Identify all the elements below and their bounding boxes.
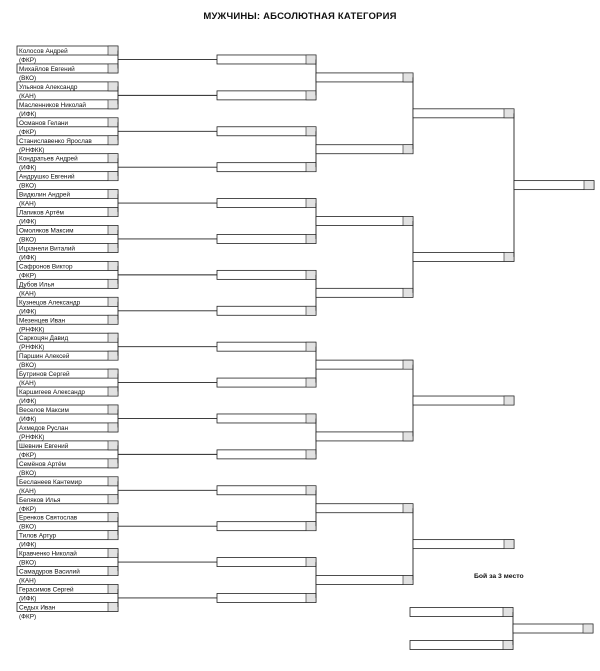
competitor-name: Еренков Святослав bbox=[19, 514, 78, 522]
competitor-club: (КАН) bbox=[19, 487, 36, 495]
third-place-winner-slot bbox=[513, 624, 593, 633]
competitor-club: (ФКР) bbox=[19, 613, 37, 621]
competitor-club: (ИФК) bbox=[19, 541, 37, 549]
competitor-box-score bbox=[108, 477, 118, 486]
round3-slot-score bbox=[403, 73, 413, 82]
third-place-winner-slot-score bbox=[583, 624, 593, 633]
round2-slot-score bbox=[306, 378, 316, 387]
round2-slot-score bbox=[306, 593, 316, 602]
competitor-box-score bbox=[108, 190, 118, 199]
round3-slot bbox=[316, 360, 413, 369]
round3-slot-score bbox=[403, 504, 413, 513]
competitor-name: Бутринов Сергей bbox=[19, 371, 70, 379]
competitor-box-score bbox=[108, 351, 118, 360]
round2-slot-score bbox=[306, 522, 316, 531]
competitor-name: Кравченко Николай bbox=[19, 550, 77, 558]
semifinal-slot bbox=[413, 109, 514, 118]
third-place-label: Бой за 3 место bbox=[474, 573, 524, 580]
competitor-club: (ИФК) bbox=[19, 110, 37, 118]
round2-slot bbox=[217, 127, 316, 136]
competitor-name: Паршин Алексей bbox=[19, 353, 70, 361]
competitor-box-score bbox=[108, 82, 118, 91]
competitor-box-score bbox=[108, 243, 118, 252]
round3-slot-score bbox=[403, 288, 413, 297]
competitor-club: (КАН) bbox=[19, 92, 36, 100]
competitor-club: (ВКО) bbox=[19, 523, 37, 531]
semifinal-slot bbox=[413, 396, 514, 405]
round2-slot-score bbox=[306, 55, 316, 64]
round2-slot-score bbox=[306, 127, 316, 136]
semifinal-slot-score bbox=[504, 252, 514, 261]
round2-slot-score bbox=[306, 486, 316, 495]
competitor-club: (ВКО) bbox=[19, 236, 37, 244]
competitor-club: (ФКР) bbox=[19, 505, 37, 513]
competitor-box-score bbox=[108, 495, 118, 504]
competitor-name: Дубов Илья bbox=[19, 281, 55, 289]
competitor-box-score bbox=[108, 441, 118, 450]
competitor-box-score bbox=[108, 333, 118, 342]
round2-slot bbox=[217, 270, 316, 279]
competitor-box-score bbox=[108, 297, 118, 306]
competitor-box-score bbox=[108, 118, 118, 127]
round2-slot bbox=[217, 55, 316, 64]
round2-slot-score bbox=[306, 342, 316, 351]
round2-slot bbox=[217, 163, 316, 172]
competitor-box-score bbox=[108, 315, 118, 324]
competitor-name: Герасимов Сергей bbox=[19, 586, 74, 594]
competitor-club: (ИФК) bbox=[19, 164, 37, 172]
competitor-name: Кузнецов Александр bbox=[19, 299, 81, 307]
competitor-club: (РНФКК) bbox=[19, 433, 45, 441]
competitor-box-score bbox=[108, 279, 118, 288]
competitor-name: Самадуров Василий bbox=[19, 568, 80, 576]
round2-slot-score bbox=[306, 199, 316, 208]
competitor-club: (РНФКК) bbox=[19, 146, 45, 154]
round2-slot-score bbox=[306, 163, 316, 172]
competitor-box-score bbox=[108, 172, 118, 181]
competitor-box-score bbox=[108, 208, 118, 217]
round2-slot bbox=[217, 450, 316, 459]
competitor-club: (ФКР) bbox=[19, 272, 37, 280]
round2-slot bbox=[217, 378, 316, 387]
competitor-club: (ИФК) bbox=[19, 254, 37, 262]
round3-slot-score bbox=[403, 217, 413, 226]
round2-slot bbox=[217, 414, 316, 423]
round2-slot-score bbox=[306, 270, 316, 279]
competitor-name: Лапиков Артём bbox=[19, 209, 64, 217]
competitor-box-score bbox=[108, 567, 118, 576]
round2-slot bbox=[217, 522, 316, 531]
competitor-club: (ФКР) bbox=[19, 451, 37, 459]
competitor-name: Ахмедов Руслан bbox=[19, 424, 69, 432]
third-place-slot-score bbox=[503, 608, 513, 617]
competitor-box-score bbox=[108, 226, 118, 235]
competitor-box-score bbox=[108, 387, 118, 396]
competitor-name: Видюлин Андрей bbox=[19, 191, 71, 199]
competitor-box-score bbox=[108, 585, 118, 594]
page-title: МУЖЧИНЫ: АБСОЛЮТНАЯ КАТЕГОРИЯ bbox=[203, 11, 397, 22]
competitor-box-score bbox=[108, 100, 118, 109]
competitor-club: (ИФК) bbox=[19, 398, 37, 406]
round3-slot bbox=[316, 432, 413, 441]
competitor-box-score bbox=[108, 261, 118, 270]
competitor-club: (КАН) bbox=[19, 290, 36, 298]
competitor-box-score bbox=[108, 423, 118, 432]
round2-slot bbox=[217, 558, 316, 567]
competitor-club: (РНФКК) bbox=[19, 344, 45, 352]
round2-slot-score bbox=[306, 91, 316, 100]
round2-slot-score bbox=[306, 558, 316, 567]
competitor-box-score bbox=[108, 602, 118, 611]
competitor-club: (ИФК) bbox=[19, 218, 37, 226]
round2-slot bbox=[217, 234, 316, 243]
round2-slot bbox=[217, 342, 316, 351]
competitor-name: Османов Гелани bbox=[19, 119, 69, 127]
round2-slot-score bbox=[306, 450, 316, 459]
competitor-club: (ФКР) bbox=[19, 128, 37, 136]
round2-slot bbox=[217, 199, 316, 208]
competitor-name: Кондратьев Андрей bbox=[19, 155, 78, 163]
competitor-club: (ФКР) bbox=[19, 57, 37, 64]
competitor-name: Масленников Николай bbox=[19, 101, 86, 109]
round3-slot bbox=[316, 217, 413, 226]
competitor-club: (КАН) bbox=[19, 200, 36, 208]
competitor-name: Станиславенко Ярослав bbox=[19, 137, 92, 145]
semifinal-slot-score bbox=[504, 540, 514, 549]
third-place-slot-score bbox=[503, 641, 513, 650]
round3-slot-score bbox=[403, 145, 413, 154]
competitor-name: Саркоцян Давид bbox=[19, 335, 69, 343]
competitor-club: (КАН) bbox=[19, 380, 36, 388]
round2-slot bbox=[217, 486, 316, 495]
competitor-club: (ВКО) bbox=[19, 182, 37, 190]
round3-slot bbox=[316, 73, 413, 82]
competitor-name: Сафронов Виктор bbox=[19, 263, 73, 271]
competitor-box-score bbox=[108, 405, 118, 414]
competitor-box-score bbox=[108, 369, 118, 378]
competitor-box-score bbox=[108, 513, 118, 522]
round3-slot bbox=[316, 288, 413, 297]
competitor-club: (ВКО) bbox=[19, 469, 37, 477]
competitor-club: (ИФК) bbox=[19, 308, 37, 316]
round2-slot bbox=[217, 91, 316, 100]
semifinal-slot bbox=[413, 252, 514, 261]
competitor-box-score bbox=[108, 64, 118, 73]
competitor-box-score bbox=[108, 46, 118, 55]
competitor-club: (ВКО) bbox=[19, 74, 37, 82]
competitor-box-score bbox=[108, 136, 118, 145]
competitor-club: (РНФКК) bbox=[19, 326, 45, 334]
competitor-box-score bbox=[108, 459, 118, 468]
round2-slot-score bbox=[306, 234, 316, 243]
competitor-name: Веселов Максим bbox=[19, 407, 69, 414]
round3-slot bbox=[316, 145, 413, 154]
semifinal-slot-score bbox=[504, 109, 514, 118]
round2-slot bbox=[217, 306, 316, 315]
competitor-club: (ИФК) bbox=[19, 416, 37, 423]
competitor-name: Семёнов Артём bbox=[19, 460, 66, 468]
round3-slot bbox=[316, 576, 413, 585]
competitor-name: Мезенцев Иван bbox=[19, 317, 66, 325]
competitor-name: Колосов Андрей bbox=[19, 48, 68, 55]
competitor-name: Тилов Артур bbox=[19, 532, 57, 540]
competitor-name: Ицханели Виталий bbox=[19, 245, 75, 253]
competitor-club: (ВКО) bbox=[19, 559, 37, 567]
round3-slot-score bbox=[403, 432, 413, 441]
round3-slot-score bbox=[403, 360, 413, 369]
competitor-name: Шевнин Евгений bbox=[19, 442, 69, 450]
round3-slot-score bbox=[403, 576, 413, 585]
competitor-name: Каршигеев Александр bbox=[19, 389, 85, 397]
round2-slot bbox=[217, 593, 316, 602]
round2-slot-score bbox=[306, 306, 316, 315]
competitor-club: (ВКО) bbox=[19, 362, 37, 370]
round3-slot bbox=[316, 504, 413, 513]
competitor-name: Андрушко Евгений bbox=[19, 173, 75, 181]
competitor-name: Михайлов Евгений bbox=[19, 65, 75, 73]
competitor-name: Омоляков Максим bbox=[19, 227, 74, 235]
final-slot-score bbox=[584, 181, 594, 190]
competitor-box-score bbox=[108, 154, 118, 163]
final-slot bbox=[514, 181, 594, 190]
competitor-name: Бесланеев Кантемир bbox=[19, 478, 82, 486]
competitor-name: Ульянов Александр bbox=[19, 83, 78, 91]
competitor-club: (КАН) bbox=[19, 577, 36, 585]
competitor-name: Седых Иван bbox=[19, 604, 56, 612]
competitor-club: (ИФК) bbox=[19, 595, 37, 603]
third-place-slot bbox=[410, 608, 513, 617]
competitor-box-score bbox=[108, 549, 118, 558]
semifinal-slot-score bbox=[504, 396, 514, 405]
third-place-slot bbox=[410, 641, 513, 650]
semifinal-slot bbox=[413, 540, 514, 549]
competitor-name: Беляков Илья bbox=[19, 496, 61, 504]
competitor-box-score bbox=[108, 531, 118, 540]
round2-slot-score bbox=[306, 414, 316, 423]
